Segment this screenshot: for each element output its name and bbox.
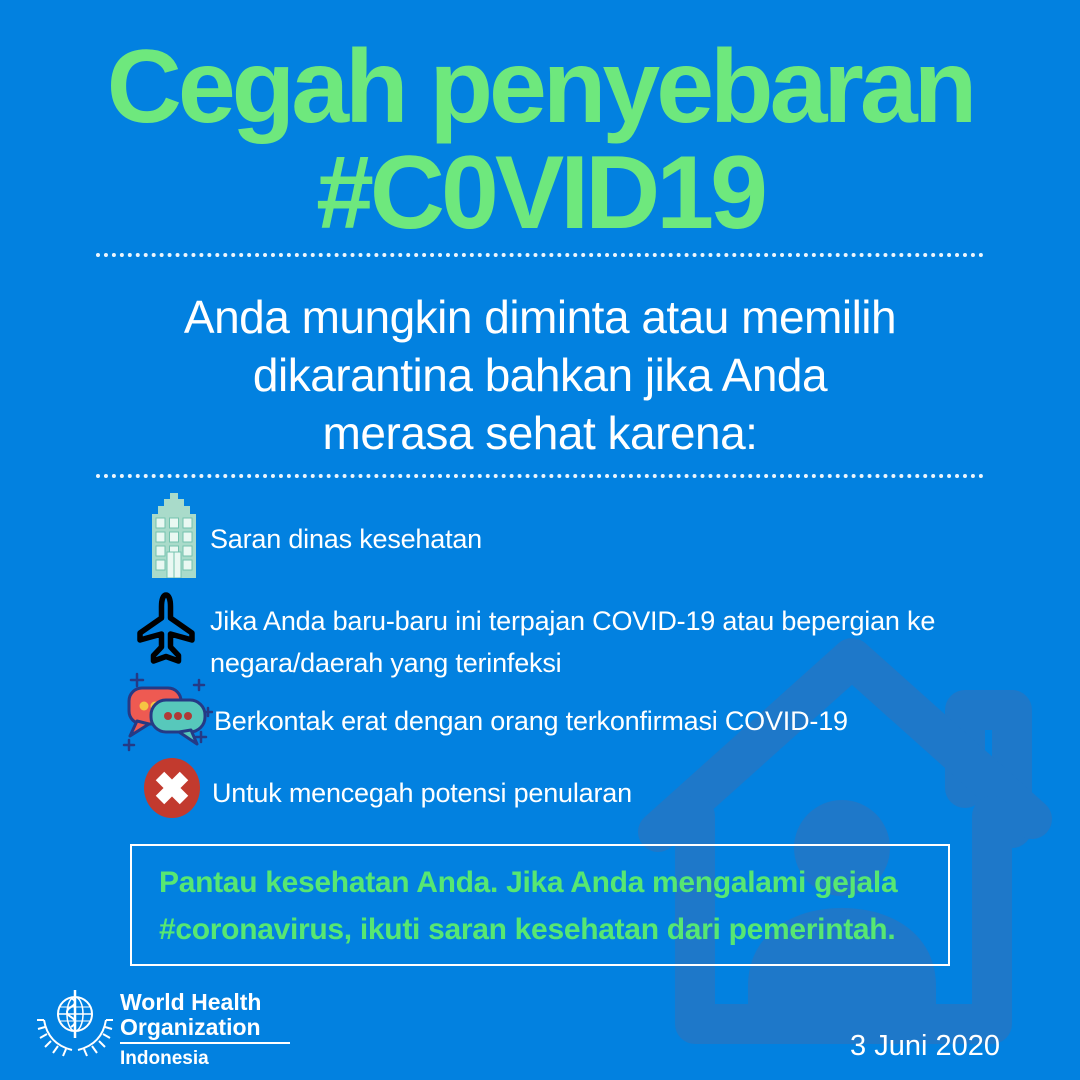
title-line-1: Cegah penyebaran: [106, 29, 974, 145]
subtitle-line-3: merasa sehat karena:: [322, 407, 758, 459]
who-name: [120, 990, 261, 1040]
page-title: [0, 29, 1080, 251]
subtitle-line-2: dikarantina bahkan jika Anda: [252, 349, 828, 401]
who-logo-icon: [36, 982, 114, 1060]
airplane-icon: [134, 588, 198, 670]
dotted-divider-top: [96, 253, 984, 257]
cross-circle-icon: [142, 756, 202, 820]
dotted-divider-bottom: [96, 474, 984, 478]
subtitle-line-1: Anda mungkin diminta atau memilih: [183, 291, 897, 343]
callout-line-1: Pantau kesehatan Anda. Jika Anda mengalami gejala: [159, 866, 898, 899]
callout-box: [130, 844, 950, 966]
reason-text-1: Saran dinas kesehatan: [210, 524, 482, 554]
reason-text-2: Jika Anda baru-baru ini terpajan COVID-19 atau bepergian ke negara/daerah yang terinfeksi: [210, 606, 936, 678]
reason-text-3: Berkontak erat dengan orang terkonfirmasi COVID-19: [214, 706, 848, 736]
who-logo-underline: [120, 1042, 290, 1044]
who-name-line-1: World Health: [120, 989, 262, 1015]
who-name-line-2: Organization: [120, 1014, 261, 1040]
chat-bubbles-icon: [121, 668, 213, 760]
subtitle: [0, 288, 1080, 462]
title-line-2: #C0VID19: [316, 135, 764, 251]
callout-line-2: #coronavirus, ikuti saran kesehatan dari pemerintah.: [159, 913, 896, 946]
building-icon: [142, 490, 206, 578]
who-region-label: Indonesia: [120, 1048, 209, 1069]
reason-text-4: Untuk mencegah potensi penularan: [212, 778, 632, 808]
publish-date: 3 Juni 2020: [850, 1030, 1000, 1062]
callout-text: [159, 859, 897, 953]
